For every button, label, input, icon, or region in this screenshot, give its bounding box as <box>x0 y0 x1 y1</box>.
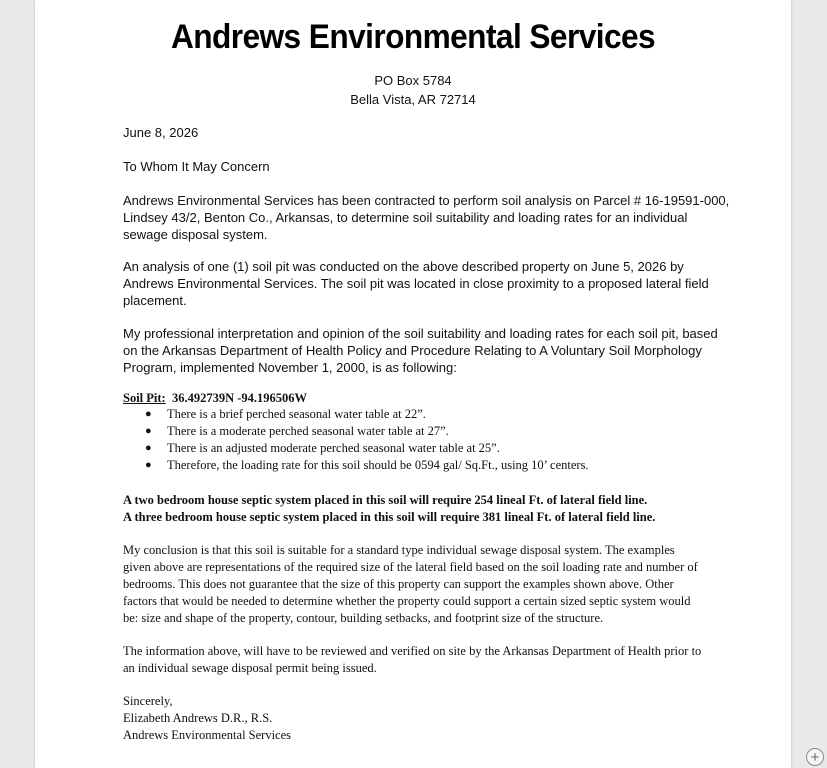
bullet-text: There is an adjusted moderate perched seasonal water table at 25”. <box>167 441 500 455</box>
list-item <box>123 423 589 440</box>
list-item <box>123 457 589 474</box>
paragraph-verification <box>123 643 701 677</box>
address-line-2: Bella Vista, AR 72714 <box>350 92 476 107</box>
paragraph-line: The information above, will have to be reviewed and verified on site by the Arkansas Department of Health prior to <box>123 644 702 658</box>
requirement-two-bedroom: A two bedroom house septic system placed in this soil will require 254 lineal Ft. of lateral field line. <box>123 493 648 507</box>
bullet-icon: ● <box>145 408 152 420</box>
paragraph-line: on the Arkansas Department of Health Policy and Procedure Relating to A Voluntary Soil Morphology <box>123 343 702 358</box>
bullet-icon: ● <box>145 442 152 454</box>
bullet-icon: ● <box>145 425 152 437</box>
signer-name: Elizabeth Andrews D.R., R.S. <box>123 711 273 725</box>
zoom-in-button[interactable]: + <box>806 748 824 766</box>
soil-pit-findings <box>123 406 589 474</box>
paragraph-line: Lindsey 43/2, Benton Co., Arkansas, to determine soil suitability and loading rates for an individual <box>123 210 688 225</box>
soil-pit-heading <box>123 390 307 407</box>
paragraph-3 <box>123 325 718 376</box>
paragraph-conclusion <box>123 542 698 627</box>
signature-block <box>123 693 291 744</box>
paragraph-line: placement. <box>123 293 187 308</box>
list-item <box>123 440 589 457</box>
soil-pit-coordinates: 36.492739N -94.196506W <box>171 391 308 405</box>
paragraph-line: Andrews Environmental Services has been contracted to perform soil analysis on Parcel # 16-19591-000, <box>123 193 730 208</box>
requirement-three-bedroom: A three bedroom house septic system placed in this soil will require 381 lineal Ft. of lateral field line. <box>123 510 656 524</box>
paragraph-1 <box>123 192 729 243</box>
paragraph-line: an individual sewage disposal permit being issued. <box>123 661 377 675</box>
paragraph-2 <box>123 258 709 309</box>
requirements <box>123 492 655 526</box>
salutation: To Whom It May Concern <box>123 159 270 174</box>
paragraph-line: bedrooms. This does not guarantee that the size of this property can support the examples shown above. Other <box>123 577 674 591</box>
bullet-icon: ● <box>145 459 152 471</box>
bullet-text: Therefore, the loading rate for this soil should be 0594 gal/ Sq.Ft., using 10’ centers. <box>167 458 589 472</box>
paragraph-line: be: size and shape of the property, contour, building setbacks, and footprint size of the structure. <box>123 611 604 625</box>
list-item <box>123 406 589 423</box>
paragraph-line: My conclusion is that this soil is suitable for a standard type individual sewage disposal system. The examples <box>123 543 675 557</box>
company-letterhead: Andrews Environmental Services <box>170 18 656 56</box>
letter-date: June 8, 2026 <box>123 125 199 140</box>
signer-company: Andrews Environmental Services <box>123 728 292 742</box>
soil-pit-label: Soil Pit: <box>123 391 166 405</box>
paragraph-line: Program, implemented November 1, 2000, is as following: <box>123 360 457 375</box>
paragraph-line: given above are representations of the required size of the lateral field based on the soil loading rate and number of <box>123 560 698 574</box>
paragraph-line: An analysis of one (1) soil pit was conducted on the above described property on June 5, 2026 by <box>123 259 684 274</box>
bullet-text: There is a brief perched seasonal water table at 22”. <box>167 407 426 421</box>
address-line-1: PO Box 5784 <box>374 73 452 88</box>
paragraph-line: factors that would be needed to determine whether the property could support a certain sized septic system would <box>123 594 691 608</box>
bullet-text: There is a moderate perched seasonal water table at 27”. <box>167 424 449 438</box>
closing: Sincerely, <box>123 694 173 708</box>
document-page <box>35 0 791 768</box>
paragraph-line: My professional interpretation and opinion of the soil suitability and loading rates for each soil pit, based <box>123 326 718 341</box>
paragraph-line: sewage disposal system. <box>123 227 268 242</box>
paragraph-line: Andrews Environmental Services. The soil pit was located in close proximity to a proposed lateral field <box>123 276 709 291</box>
